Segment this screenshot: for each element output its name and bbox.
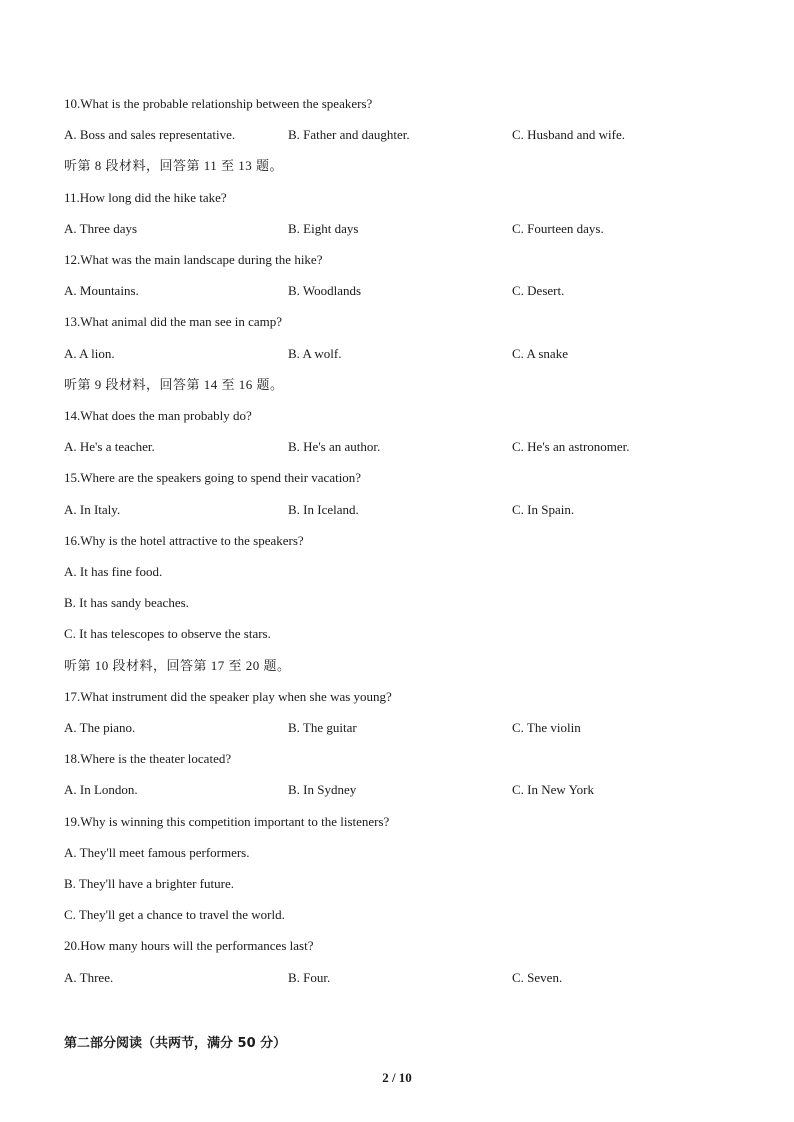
answer-option: B. Eight days bbox=[288, 220, 359, 236]
answer-option: B. Woodlands bbox=[288, 283, 362, 299]
question-text: 18.Where is the theater located? bbox=[64, 751, 232, 767]
answer-option: B. Father and daughter. bbox=[288, 127, 410, 143]
answer-option: B. He's an author. bbox=[288, 439, 381, 455]
question-text: 15.Where are the speakers going to spend their vacation? bbox=[64, 470, 362, 486]
answer-option: A. Three days bbox=[64, 220, 138, 236]
answer-option: A. Boss and sales representative. bbox=[64, 127, 236, 143]
answer-option: A. They'll meet famous performers. bbox=[64, 844, 250, 860]
answer-option: B. They'll have a brighter future. bbox=[64, 876, 234, 891]
answer-option: C. It has telescopes to observe the stars. bbox=[64, 626, 271, 642]
answer-option: C. Seven. bbox=[512, 969, 563, 985]
answer-option: B. A wolf. bbox=[288, 345, 342, 361]
listening-instruction: 听第 10 段材料，回答第 17 至 20 题。 bbox=[64, 657, 291, 673]
question-text: 16.Why is the hotel attractive to the speakers? bbox=[64, 532, 304, 548]
question-text: 17.What instrument did the speaker play when she was young? bbox=[64, 688, 392, 704]
question-text: 11.How long did the hike take? bbox=[64, 189, 227, 205]
answer-option: B. Four. bbox=[288, 969, 331, 985]
answer-option: A. In London. bbox=[64, 782, 138, 798]
answer-option: C. In Spain. bbox=[512, 501, 575, 517]
answer-option: C. A snake bbox=[512, 345, 568, 361]
answer-option: C. They'll get a chance to travel the world. bbox=[64, 907, 285, 923]
listening-instruction: 听第 9 段材料，回答第 14 至 16 题。 bbox=[64, 376, 284, 392]
listening-instruction: 听第 8 段材料，回答第 11 至 13 题。 bbox=[64, 158, 284, 174]
answer-option: C. Desert. bbox=[512, 283, 565, 299]
answer-option: A. A lion. bbox=[64, 345, 115, 361]
answer-option: C. In New York bbox=[512, 782, 594, 798]
answer-option: B. In Iceland. bbox=[288, 501, 359, 517]
answer-option: C. Husband and wife. bbox=[512, 127, 626, 143]
question-text: 19.Why is winning this competition important to the listeners? bbox=[64, 813, 390, 829]
answer-option: C. Fourteen days. bbox=[512, 220, 604, 236]
page-number: 2 / 10 bbox=[382, 1070, 412, 1085]
answer-option: A. The piano. bbox=[64, 720, 136, 735]
question-text: 10.What is the probable relationship between the speakers? bbox=[64, 96, 373, 111]
answer-option: A. It has fine food. bbox=[64, 564, 163, 579]
question-text: 14.What does the man probably do? bbox=[64, 408, 252, 423]
question-text: 20.How many hours will the performances last? bbox=[64, 938, 314, 954]
answer-option: C. The violin bbox=[512, 720, 581, 735]
section-title: 第二部分阅读（共两节，满分 50 分） bbox=[64, 1036, 287, 1051]
answer-option: A. In Italy. bbox=[64, 501, 121, 517]
question-text: 13.What animal did the man see in camp? bbox=[64, 314, 283, 330]
answer-option: B. It has sandy beaches. bbox=[64, 595, 189, 611]
question-text: 12.What was the main landscape during the hike? bbox=[64, 252, 323, 267]
answer-option: B. In Sydney bbox=[288, 782, 357, 798]
answer-option: A. Three. bbox=[64, 969, 114, 985]
answer-option: C. He's an astronomer. bbox=[512, 439, 630, 455]
answer-option: B. The guitar bbox=[288, 720, 357, 735]
answer-option: A. Mountains. bbox=[64, 283, 139, 299]
answer-option: A. He's a teacher. bbox=[64, 439, 155, 455]
